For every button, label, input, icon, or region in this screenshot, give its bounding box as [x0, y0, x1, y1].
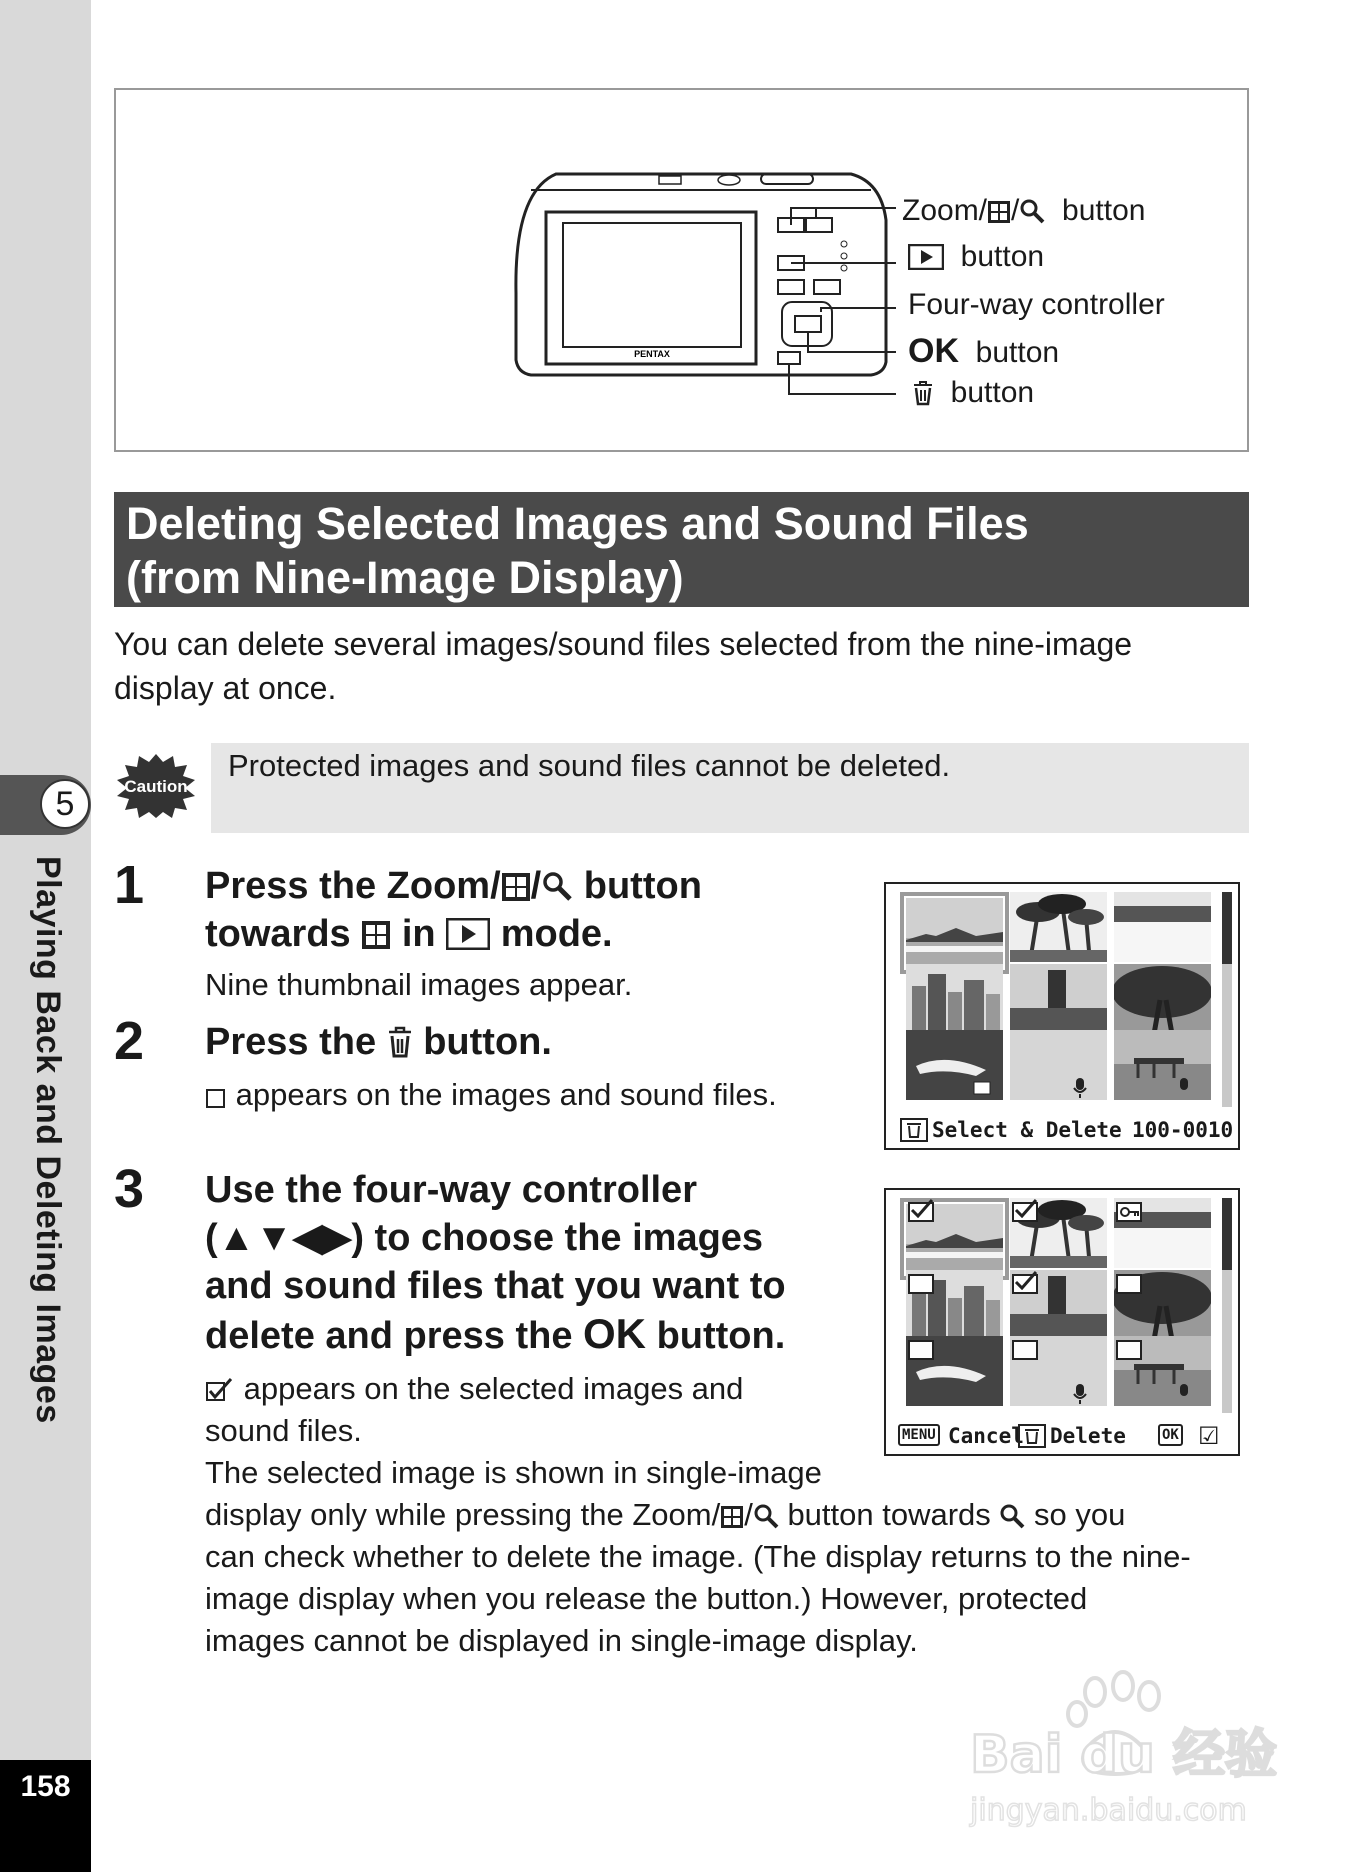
selection-screen — [884, 1188, 1240, 1456]
magnify-icon — [1019, 198, 1045, 224]
chapter-title: Playing Back and Deleting Images — [29, 856, 67, 1424]
step-3-line3: and sound files that you want to — [205, 1265, 786, 1307]
trash-icon — [912, 380, 934, 406]
camera-back-illustration — [116, 90, 1251, 454]
intro-line1: You can delete several images/sound files selected from the nine-image — [114, 626, 1133, 662]
step-1-text-b: button — [573, 865, 702, 907]
camera-figure — [114, 88, 1249, 452]
checkbox-empty[interactable] — [908, 1340, 934, 1360]
intro-line2: display at once. — [114, 670, 337, 706]
button-text: button — [975, 336, 1060, 369]
step-1-text-c: towards — [205, 913, 351, 955]
screen-footer — [886, 1110, 1238, 1150]
watermark-logo-text: Bai du 经验 — [970, 1725, 1277, 1785]
ok-text: OK — [583, 1310, 647, 1357]
thumbnail-pier — [1114, 1030, 1211, 1100]
thumbnail-grid-icon — [987, 200, 1011, 224]
section-title-line2: (from Nine-Image Display) — [126, 552, 684, 603]
trash-icon — [387, 1026, 413, 1058]
baidu-watermark — [965, 1670, 1295, 1835]
cancel-label: Cancel — [948, 1424, 1024, 1448]
step-3-number: 3 — [114, 1159, 145, 1219]
step-3-body-line1: appears on the selected images and — [243, 1371, 744, 1406]
playback-button-label — [908, 240, 1044, 274]
step-1-body: Nine thumbnail images appear. — [205, 967, 633, 1002]
step-1-text-e: mode. — [490, 913, 613, 955]
trash-icon[interactable] — [1018, 1424, 1046, 1448]
checkbox-checked[interactable] — [908, 1202, 934, 1222]
step-1-heading: Press the Zoom/ / button towards in mode. — [205, 865, 702, 955]
zoom-button-label: Zoom/ / button — [902, 194, 1146, 227]
select-delete-label: Select & Delete — [932, 1118, 1122, 1142]
step-3-line4-b: button. — [646, 1315, 786, 1357]
step-2-body — [205, 1074, 777, 1116]
file-number: 100-0010 — [1132, 1118, 1234, 1142]
button-text: button — [1062, 194, 1146, 227]
caution-text: Protected images and sound files cannot be deleted. — [228, 748, 951, 783]
watermark-url: jingyan.baidu.com — [970, 1793, 1247, 1828]
trash-icon — [900, 1118, 928, 1142]
step-3-body-line4-c: so you — [1025, 1497, 1126, 1532]
button-text: button — [960, 240, 1045, 273]
checkbox-checked[interactable] — [1012, 1274, 1038, 1294]
playback-icon — [908, 244, 944, 270]
step-3-line2: (▲▼◀▶) to choose the images — [205, 1217, 764, 1259]
step-3-body-line2: sound files. — [205, 1413, 362, 1448]
step-2-text-a: Press the — [205, 1021, 387, 1063]
caution-badge-text: Caution — [124, 777, 188, 796]
checkbox-checked[interactable] — [1012, 1202, 1038, 1222]
step-2-number: 2 — [114, 1011, 145, 1071]
step-1-number: 1 — [114, 855, 145, 915]
checkbox-empty[interactable] — [1116, 1274, 1142, 1294]
caution-badge — [115, 752, 197, 823]
magnify-icon — [541, 870, 573, 902]
step-2-text-b: button. — [412, 1021, 552, 1063]
delete-label: Delete — [1050, 1424, 1126, 1448]
magnify-icon — [753, 1503, 779, 1529]
checkbox-empty[interactable] — [908, 1274, 934, 1294]
thumbnail-city — [906, 964, 1003, 1034]
step-3-body: appears on the selected images and sound files. The selected image is shown in single-image display only while pressing the Zoom/ / button towards so you can check whether to delete the image. (The display returns to the nine- image display when you release the button.) However, protected images cannot be displayed in single-image display. — [205, 1368, 1191, 1662]
chapter-number: 5 — [40, 779, 90, 829]
step-3-body-line3: The selected image is shown in single-image — [205, 1455, 822, 1490]
step-3-body-line6: image display when you release the button.) However, protected — [205, 1581, 1088, 1616]
thumbnail-beach — [906, 898, 1003, 968]
step-3-body-line4-b: button towards — [778, 1497, 1000, 1532]
step-3-line1: Use the four-way controller — [205, 1169, 697, 1211]
step-3-line4-a: delete and press the — [205, 1315, 584, 1357]
step-2-body-text: appears on the images and sound files. — [235, 1077, 777, 1112]
nine-image-screen — [884, 882, 1240, 1150]
thumbnail-shore — [1114, 892, 1211, 962]
zoom-text: Zoom/ — [902, 194, 988, 227]
checkbox-empty[interactable] — [1116, 1340, 1142, 1360]
thumbnail-tower — [1010, 964, 1107, 1034]
thumbnail-palms — [1010, 892, 1107, 962]
checked-box-icon — [205, 1377, 235, 1403]
step-2-heading — [205, 1018, 552, 1066]
step-3-body-line4-a: display only while pressing the Zoom/ — [205, 1497, 721, 1532]
step-3-body-line5: can check whether to delete the image. (The display returns to the nine- — [205, 1539, 1191, 1574]
four-way-controller-label: Four-way controller — [908, 288, 1165, 321]
thumbnail-whale — [906, 1030, 1003, 1100]
thumbnail-tree — [1114, 964, 1211, 1034]
scrollbar-thumb — [1222, 892, 1232, 964]
thumbnail-sound-file — [1010, 1030, 1107, 1100]
protect-key-icon — [1116, 1202, 1142, 1222]
button-text: button — [950, 376, 1035, 409]
step-1-text-a: Press the Zoom/ — [205, 865, 501, 907]
delete-button-label — [912, 376, 1034, 410]
camera-brand: PENTAX — [634, 349, 670, 359]
ok-text: OK — [908, 332, 959, 370]
checkbox-empty[interactable] — [1012, 1340, 1038, 1360]
ok-key[interactable]: OK — [1158, 1424, 1183, 1446]
screen-footer — [886, 1416, 1238, 1456]
step-1-text-d: in — [391, 913, 447, 955]
menu-key[interactable]: MENU — [898, 1424, 940, 1446]
section-title-line1: Deleting Selected Images and Sound Files — [126, 498, 1029, 549]
step-3-body-line7: images cannot be displayed in single-image display. — [205, 1623, 918, 1658]
thumbnail-grid-icon — [361, 920, 391, 950]
step-3-heading — [205, 1166, 786, 1360]
intro-text — [114, 622, 1254, 710]
thumbnail-grid-icon — [501, 872, 531, 902]
checkbox-icon — [205, 1087, 227, 1109]
playback-icon — [446, 918, 490, 950]
section-title — [126, 497, 1236, 605]
magnify-icon — [999, 1503, 1025, 1529]
check-mark-icon: ☑ — [1198, 1422, 1220, 1450]
scrollbar-thumb — [1222, 1198, 1232, 1270]
page-number: 158 — [20, 1770, 71, 1803]
thumbnail-grid-icon — [720, 1505, 744, 1529]
ok-button-label — [908, 332, 1059, 371]
